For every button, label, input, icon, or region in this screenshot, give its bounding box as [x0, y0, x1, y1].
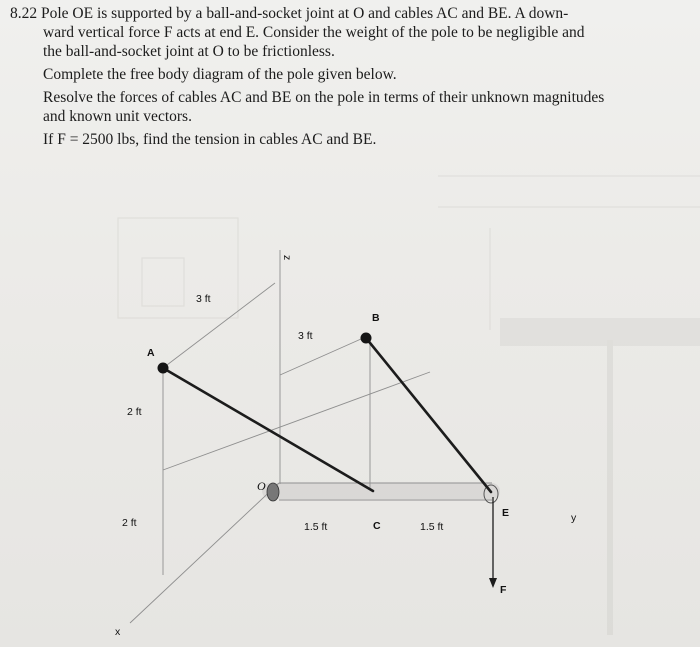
label-1-5ft-left: 1.5 ft — [304, 521, 328, 533]
label-x: x — [115, 626, 121, 638]
cable-AC — [163, 368, 373, 491]
label-O: O — [257, 479, 266, 493]
show-through-shade — [500, 318, 700, 346]
label-1-5ft-right: 1.5 ft — [420, 521, 444, 533]
problem-line-2: ward vertical force F acts at end E. Consider the weight of the pole to be negligible and — [43, 24, 585, 41]
anchor-B — [361, 333, 372, 344]
label-y: y — [571, 512, 577, 524]
label-B: B — [372, 312, 380, 324]
label-z: z — [281, 255, 293, 261]
label-E: E — [502, 507, 510, 519]
problem-number: 8.22 — [10, 5, 38, 22]
task-find-tension: If F = 2500 lbs, find the tension in cables AC and BE. — [43, 131, 377, 148]
label-3ft-mid: 3 ft — [298, 330, 313, 342]
label-C: C — [373, 520, 381, 532]
label-2ft-lower: 2 ft — [122, 517, 137, 529]
show-through-box — [118, 218, 238, 318]
label-A: A — [147, 347, 155, 359]
label-3ft-top: 3 ft — [196, 293, 211, 305]
guide-A-to-z — [163, 283, 275, 368]
show-through-box-inner — [142, 258, 184, 306]
task-free-body-diagram: Complete the free body diagram of the pole given below. — [43, 66, 397, 83]
anchor-A — [158, 363, 169, 374]
ball-socket-O — [267, 483, 279, 501]
label-2ft-upper: 2 ft — [127, 406, 142, 418]
force-F-arrow — [489, 497, 497, 588]
x-axis-line — [130, 483, 279, 623]
guide-mid-plane — [163, 372, 430, 470]
problem-line-3: the ball-and-socket joint at O to be frictionless. — [43, 43, 335, 60]
cable-BE — [366, 338, 491, 492]
problem-line-1: Pole OE is supported by a ball-and-socket joint at O and cables AC and BE. A down- — [41, 5, 569, 22]
task-resolve-forces-2: and known unit vectors. — [43, 108, 192, 125]
label-F: F — [500, 584, 507, 596]
cables — [163, 338, 491, 492]
force-F-arrowhead — [489, 578, 497, 588]
show-through-marks — [118, 176, 700, 635]
task-resolve-forces-1: Resolve the forces of cables AC and BE on the pole in terms of their unknown magnitudes — [43, 89, 605, 106]
guide-z-to-B — [280, 335, 370, 375]
